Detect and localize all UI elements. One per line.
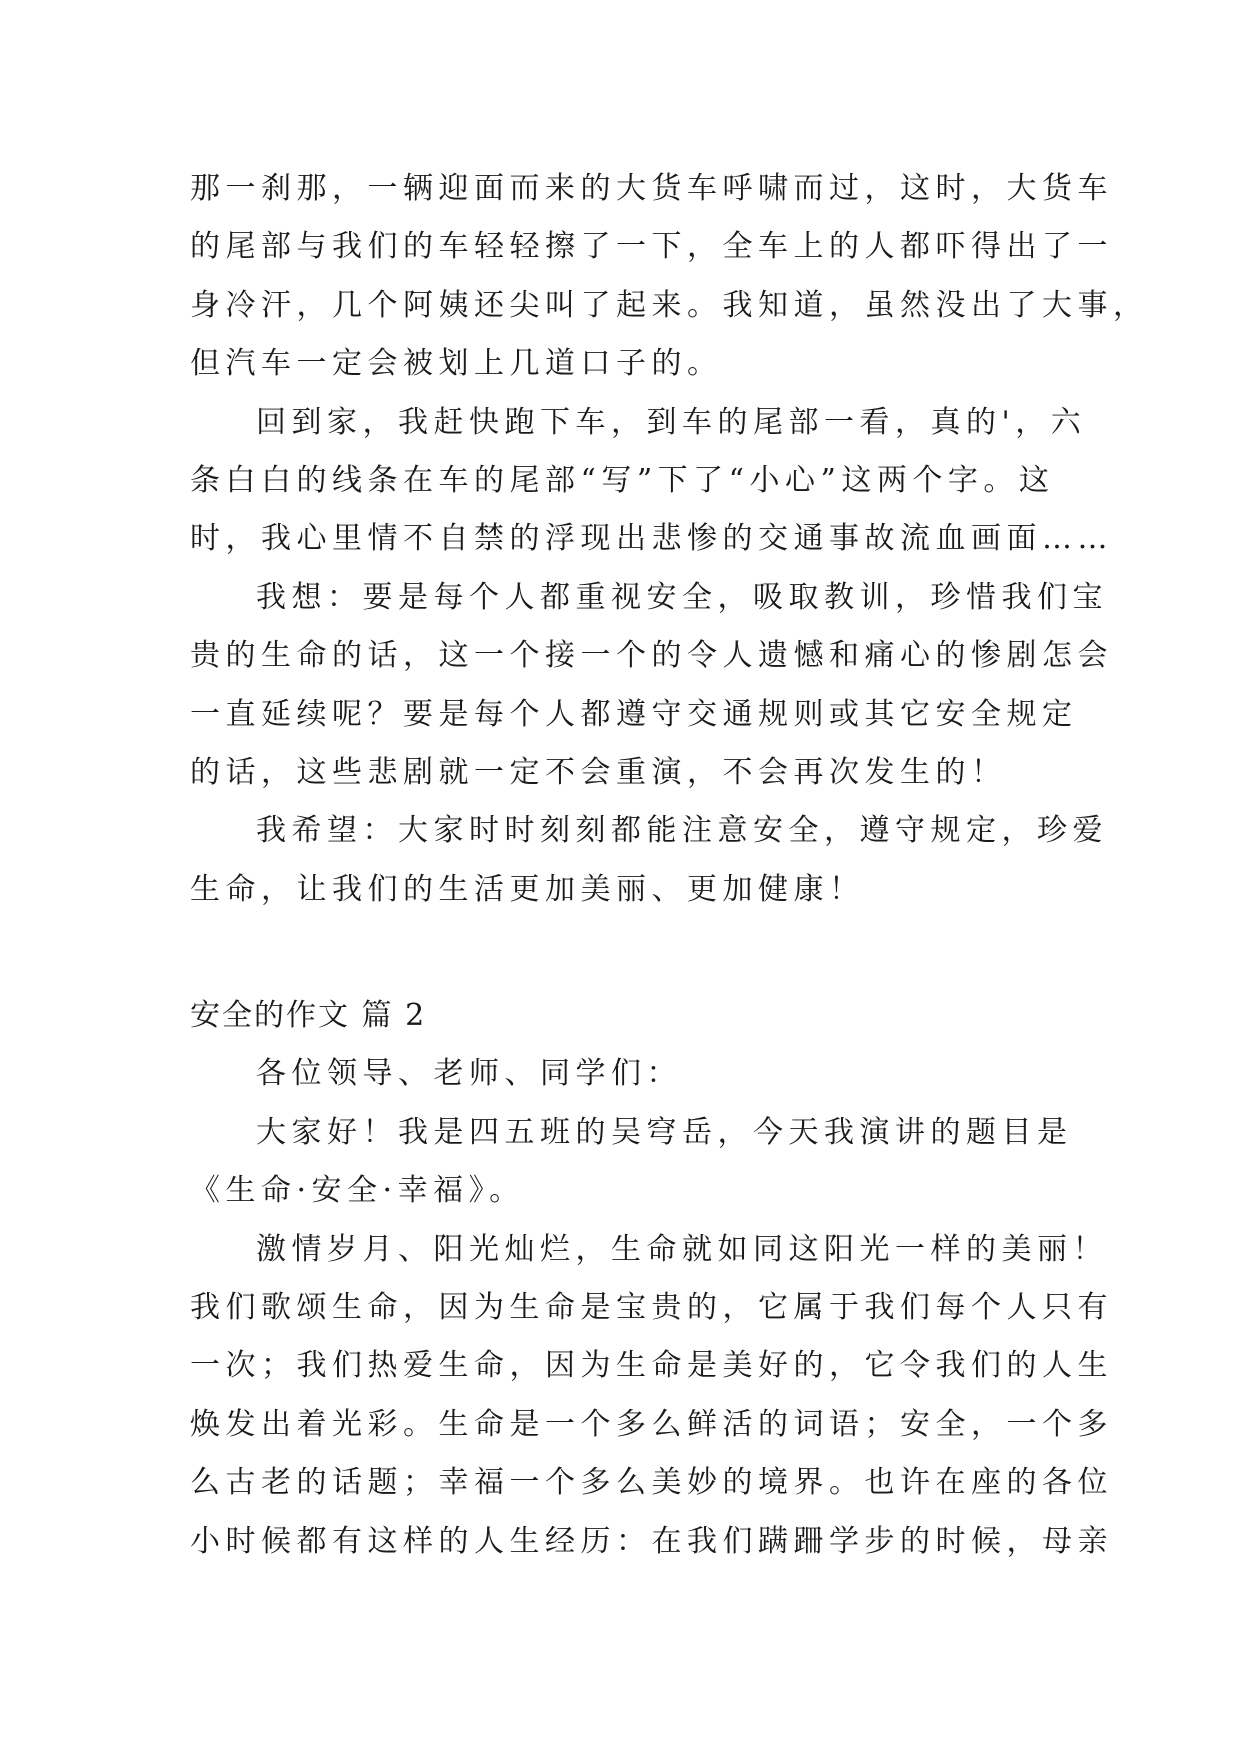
text-line: 我们歌颂生命，因为生命是宝贵的，它属于我们每个人只有 (190, 1290, 1113, 1326)
text-line: 的话，这些悲剧就一定不会重演，不会再次发生的！ (190, 754, 1007, 790)
paragraph-start-line: 我希望：大家时时刻刻都能注意安全，遵守规定，珍爱 (256, 813, 1108, 849)
section-gap (190, 919, 1050, 987)
essay-section-2 (190, 987, 1113, 1571)
document-body (190, 160, 1149, 1571)
text-line: 的尾部与我们的车轻轻擦了一下，全车上的人都吓得出了一 (190, 229, 1113, 265)
section-heading: 安全的作文 篇 2 (190, 998, 427, 1034)
text-line: 那一刹那，一辆迎面而来的大货车呼啸而过，这时，大货车 (190, 171, 1113, 206)
text-line: 时，我心里情不自禁的浮现出悲惨的交通事故流血画面…… (190, 521, 1113, 557)
text-line: 但汽车一定会被划上几道口子的。 (190, 346, 723, 382)
essay-section-1 (190, 160, 1149, 919)
text-line: 小时候都有这样的人生经历：在我们蹒跚学步的时候，母亲 (190, 1523, 1113, 1559)
text-line: 么古老的话题；幸福一个多么美妙的境界。也许在座的各位 (190, 1465, 1113, 1501)
paragraph-start-line: 回到家，我赶快跑下车，到车的尾部一看，真的'，六 (256, 404, 1087, 440)
text-line: 身冷汗，几个阿姨还尖叫了起来。我知道，虽然没出了大事， (190, 287, 1149, 323)
text-line: 条白白的线条在车的尾部“写”下了“小心”这两个字。这 (190, 462, 1055, 498)
text-line: 一次；我们热爱生命，因为生命是美好的，它令我们的人生 (190, 1348, 1113, 1384)
paragraph-start-line: 大家好！我是四五班的吴穹岳，今天我演讲的题目是 (256, 1114, 1073, 1150)
text-line: 《生命·安全·幸福》。 (190, 1173, 525, 1209)
text-line: 生命，让我们的生活更加美丽、更加健康！ (190, 871, 865, 907)
paragraph-start-line: 激情岁月、阳光灿烂，生命就如同这阳光一样的美丽！ (256, 1231, 1108, 1267)
text-line: 焕发出着光彩。生命是一个多么鲜活的词语；安全，一个多 (190, 1406, 1113, 1442)
paragraph-start-line: 各位领导、老师、同学们： (256, 1056, 682, 1092)
paragraph-start-line: 我想：要是每个人都重视安全，吸取教训，珍惜我们宝 (256, 579, 1108, 615)
text-line: 贵的生命的话，这一个接一个的令人遗憾和痛心的惨剧怎会 (190, 638, 1113, 674)
text-line: 一直延续呢？要是每个人都遵守交通规则或其它安全规定 (190, 696, 1078, 732)
